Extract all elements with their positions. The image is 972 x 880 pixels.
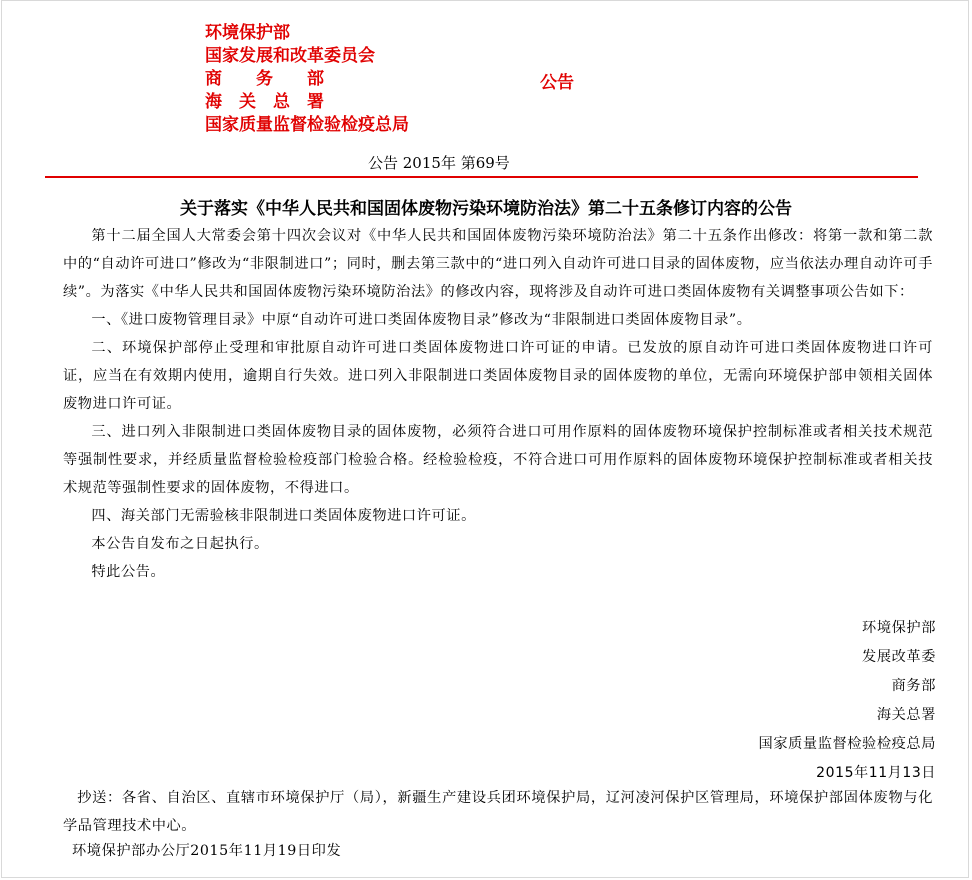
issuer-mep: 环境保护部 bbox=[205, 23, 290, 43]
paragraph-item-1: 一、《进口废物管理目录》中原“自动许可进口类固体废物目录”修改为“非限制进口类固体废物目录”。 bbox=[91, 312, 752, 328]
printed-note: 环境保护部办公厅2015年11月19日印发 bbox=[72, 843, 342, 859]
paragraph-closing: 特此公告。 bbox=[91, 564, 166, 580]
signature-customs: 海关总署 bbox=[876, 707, 936, 723]
signature-mep: 环境保护部 bbox=[862, 620, 936, 636]
issuing-agencies bbox=[205, 22, 409, 137]
issuer-ndrc: 国家发展和改革委员会 bbox=[205, 46, 375, 66]
signature-aqsiq: 国家质量监督检验检疫总局 bbox=[758, 736, 936, 752]
paragraph-item-4: 四、海关部门无需验核非限制进口类固体废物进口许可证。 bbox=[91, 508, 476, 524]
paragraph-intro: 第十二届全国人大常委会第十四次会议对《中华人民共和国固体废物污染环境防治法》第二十五条作出修改：将第一款和第二款中的“自动许可进口”修改为“非限制进口”；同时，删去第三款中的“进口列入自动许可进口目录的固体废物，应当依法办理自动许可手续”。为落实《中华人民共和国固体废物污染环境防治法》的修改内容，现将涉及自动许可进口类固体废物有关调整事项公告如下： bbox=[63, 228, 933, 300]
page-title: 关于落实《中华人民共和国固体废物污染环境防治法》第二十五条修订内容的公告 bbox=[180, 199, 792, 219]
signature-ndrc: 发展改革委 bbox=[862, 649, 936, 665]
issuer-mofcom: 商 务 部 bbox=[205, 69, 324, 89]
announcement-body bbox=[63, 222, 933, 586]
red-divider bbox=[45, 176, 918, 178]
signature-block bbox=[759, 614, 936, 788]
document-number: 公告 2015年 第69号 bbox=[368, 154, 510, 172]
issuer-aqsiq: 国家质量监督检验检疫总局 bbox=[205, 115, 409, 135]
signature-mofcom: 商务部 bbox=[891, 678, 936, 694]
paragraph-item-3: 三、进口列入非限制进口类固体废物目录的固体废物，必须符合进口可用作原料的固体废物环境保护控制标准或者相关技术规范等强制性要求，并经质量监督检验检疫部门检验合格。经检验检疫，不符合进口可用作原料的固体废物环境保护控制标准或者相关技术规范等强制性要求的固体废物，不得进口。 bbox=[63, 424, 933, 496]
issuer-customs: 海 关 总 署 bbox=[205, 92, 324, 112]
doc-type-label: 公告 bbox=[540, 73, 574, 93]
paragraph-item-2: 二、环境保护部停止受理和审批原自动许可进口类固体废物进口许可证的申请。已发放的原自动许可进口类固体废物进口许可证，应当在有效期内使用，逾期自行失效。进口列入非限制进口类固体废物目录的固体废物的单位，无需向环境保护部申领相关固体废物进口许可证。 bbox=[63, 340, 933, 412]
issue-date: 2015年11月13日 bbox=[816, 765, 936, 781]
cc-list: 抄送：各省、自治区、直辖市环境保护厅（局），新疆生产建设兵团环境保护局，辽河凌河保护区管理局，环境保护部固体废物与化学品管理技术中心。 bbox=[63, 790, 933, 834]
paragraph-effective: 本公告自发布之日起执行。 bbox=[91, 536, 269, 552]
cc-section bbox=[63, 784, 933, 840]
